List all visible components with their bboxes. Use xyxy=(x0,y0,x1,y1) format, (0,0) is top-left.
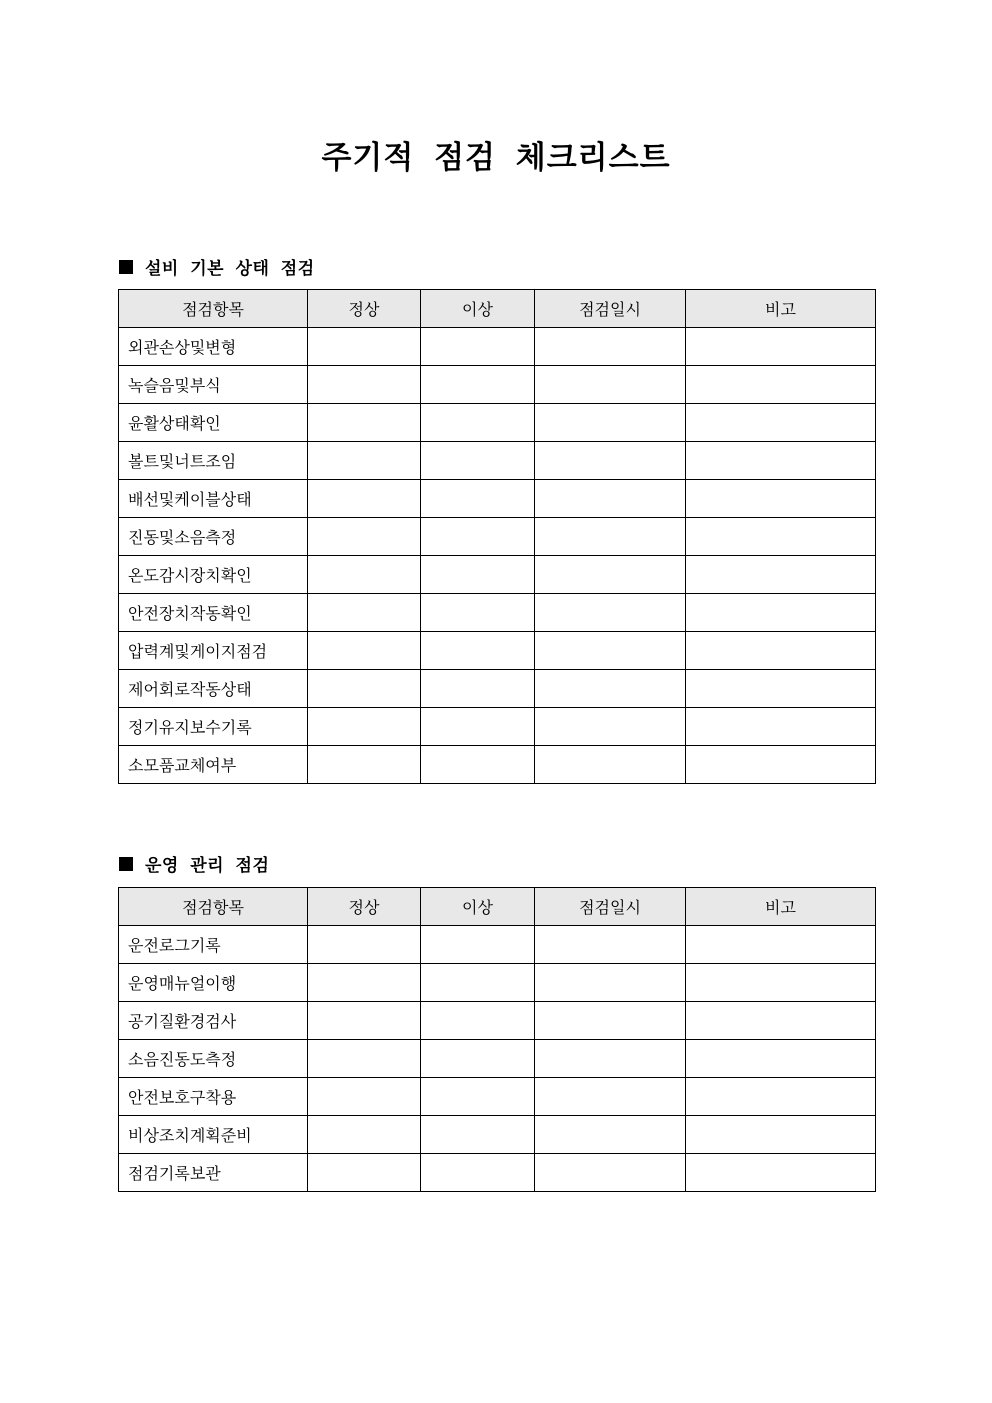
table-row xyxy=(119,632,876,670)
remarks-cell[interactable] xyxy=(686,480,876,518)
table-row xyxy=(119,442,876,480)
table-row xyxy=(119,1040,876,1078)
square-bullet-icon xyxy=(119,857,133,871)
normal-cell[interactable] xyxy=(308,632,421,670)
abnormal-cell[interactable] xyxy=(421,632,535,670)
remarks-cell[interactable] xyxy=(686,1116,876,1154)
remarks-cell[interactable] xyxy=(686,670,876,708)
normal-cell[interactable] xyxy=(308,670,421,708)
item-label: 볼트및너트조임 xyxy=(119,442,308,480)
item-label: 윤활상태확인 xyxy=(119,404,308,442)
table-row xyxy=(119,404,876,442)
normal-cell[interactable] xyxy=(308,746,421,784)
date-cell[interactable] xyxy=(535,1154,686,1192)
table-header-row xyxy=(119,290,876,328)
remarks-cell[interactable] xyxy=(686,404,876,442)
normal-cell[interactable] xyxy=(308,1078,421,1116)
table-row xyxy=(119,1002,876,1040)
abnormal-cell[interactable] xyxy=(421,1078,535,1116)
normal-cell[interactable] xyxy=(308,1154,421,1192)
remarks-cell[interactable] xyxy=(686,708,876,746)
table-row xyxy=(119,964,876,1002)
date-cell[interactable] xyxy=(535,518,686,556)
normal-cell[interactable] xyxy=(308,328,421,366)
table-row xyxy=(119,480,876,518)
remarks-cell[interactable] xyxy=(686,1002,876,1040)
normal-cell[interactable] xyxy=(308,708,421,746)
table-row xyxy=(119,1154,876,1192)
abnormal-cell[interactable] xyxy=(421,518,535,556)
column-header-normal: 정상 xyxy=(308,290,421,328)
column-header-abnormal: 이상 xyxy=(421,888,535,926)
table-row xyxy=(119,670,876,708)
item-label: 온도감시장치확인 xyxy=(119,556,308,594)
item-label: 진동및소음측정 xyxy=(119,518,308,556)
column-header-abnormal: 이상 xyxy=(421,290,535,328)
abnormal-cell[interactable] xyxy=(421,594,535,632)
abnormal-cell[interactable] xyxy=(421,442,535,480)
item-label: 안전보호구착용 xyxy=(119,1078,308,1116)
section-heading-operations xyxy=(119,851,269,876)
equipment-checklist-table xyxy=(118,289,876,784)
item-label: 외관손상및변형 xyxy=(119,328,308,366)
remarks-cell[interactable] xyxy=(686,746,876,784)
date-cell[interactable] xyxy=(535,708,686,746)
date-cell[interactable] xyxy=(535,480,686,518)
remarks-cell[interactable] xyxy=(686,556,876,594)
table-row xyxy=(119,328,876,366)
normal-cell[interactable] xyxy=(308,404,421,442)
date-cell[interactable] xyxy=(535,746,686,784)
remarks-cell[interactable] xyxy=(686,594,876,632)
date-cell[interactable] xyxy=(535,404,686,442)
remarks-cell[interactable] xyxy=(686,366,876,404)
table-row xyxy=(119,594,876,632)
column-header-remarks: 비고 xyxy=(686,888,876,926)
remarks-cell[interactable] xyxy=(686,964,876,1002)
abnormal-cell[interactable] xyxy=(421,708,535,746)
remarks-cell[interactable] xyxy=(686,442,876,480)
abnormal-cell[interactable] xyxy=(421,328,535,366)
column-header-item: 점검항목 xyxy=(119,290,308,328)
date-cell[interactable] xyxy=(535,670,686,708)
item-label: 소모품교체여부 xyxy=(119,746,308,784)
table-row xyxy=(119,926,876,964)
remarks-cell[interactable] xyxy=(686,1040,876,1078)
normal-cell[interactable] xyxy=(308,926,421,964)
remarks-cell[interactable] xyxy=(686,926,876,964)
abnormal-cell[interactable] xyxy=(421,366,535,404)
table-row xyxy=(119,1116,876,1154)
remarks-cell[interactable] xyxy=(686,1078,876,1116)
item-label: 정기유지보수기록 xyxy=(119,708,308,746)
normal-cell[interactable] xyxy=(308,480,421,518)
abnormal-cell[interactable] xyxy=(421,1116,535,1154)
section-heading-equipment xyxy=(119,254,315,279)
normal-cell[interactable] xyxy=(308,1040,421,1078)
abnormal-cell[interactable] xyxy=(421,1040,535,1078)
item-label: 운전로그기록 xyxy=(119,926,308,964)
normal-cell[interactable] xyxy=(308,594,421,632)
item-label: 소음진동도측정 xyxy=(119,1040,308,1078)
abnormal-cell[interactable] xyxy=(421,556,535,594)
operations-checklist-table xyxy=(118,887,876,1192)
normal-cell[interactable] xyxy=(308,1116,421,1154)
remarks-cell[interactable] xyxy=(686,632,876,670)
column-header-date: 점검일시 xyxy=(535,290,686,328)
date-cell[interactable] xyxy=(535,594,686,632)
table-row xyxy=(119,708,876,746)
date-cell[interactable] xyxy=(535,328,686,366)
column-header-date: 점검일시 xyxy=(535,888,686,926)
normal-cell[interactable] xyxy=(308,556,421,594)
abnormal-cell[interactable] xyxy=(421,670,535,708)
item-label: 배선및케이블상태 xyxy=(119,480,308,518)
date-cell[interactable] xyxy=(535,632,686,670)
abnormal-cell[interactable] xyxy=(421,1154,535,1192)
table-row xyxy=(119,746,876,784)
abnormal-cell[interactable] xyxy=(421,404,535,442)
normal-cell[interactable] xyxy=(308,518,421,556)
item-label: 녹슬음및부식 xyxy=(119,366,308,404)
date-cell[interactable] xyxy=(535,1116,686,1154)
normal-cell[interactable] xyxy=(308,964,421,1002)
date-cell[interactable] xyxy=(535,556,686,594)
date-cell[interactable] xyxy=(535,1040,686,1078)
date-cell[interactable] xyxy=(535,964,686,1002)
item-label: 공기질환경검사 xyxy=(119,1002,308,1040)
item-label: 제어회로작동상태 xyxy=(119,670,308,708)
square-bullet-icon xyxy=(119,260,133,274)
table-row xyxy=(119,556,876,594)
normal-cell[interactable] xyxy=(308,1002,421,1040)
date-cell[interactable] xyxy=(535,366,686,404)
page-title: 주기적 점검 체크리스트 xyxy=(321,140,671,176)
date-cell[interactable] xyxy=(535,1002,686,1040)
table-row xyxy=(119,366,876,404)
abnormal-cell[interactable] xyxy=(421,964,535,1002)
table-header-row xyxy=(119,888,876,926)
table-row xyxy=(119,1078,876,1116)
item-label: 운영매뉴얼이행 xyxy=(119,964,308,1002)
remarks-cell[interactable] xyxy=(686,518,876,556)
normal-cell[interactable] xyxy=(308,442,421,480)
date-cell[interactable] xyxy=(535,926,686,964)
remarks-cell[interactable] xyxy=(686,1154,876,1192)
table-row xyxy=(119,518,876,556)
date-cell[interactable] xyxy=(535,1078,686,1116)
section-heading-text: 운영 관리 점검 xyxy=(145,856,270,876)
column-header-normal: 정상 xyxy=(308,888,421,926)
column-header-item: 점검항목 xyxy=(119,888,308,926)
item-label: 압력계및게이지점검 xyxy=(119,632,308,670)
column-header-remarks: 비고 xyxy=(686,290,876,328)
item-label: 안전장치작동확인 xyxy=(119,594,308,632)
normal-cell[interactable] xyxy=(308,366,421,404)
abnormal-cell[interactable] xyxy=(421,926,535,964)
abnormal-cell[interactable] xyxy=(421,480,535,518)
date-cell[interactable] xyxy=(535,442,686,480)
abnormal-cell[interactable] xyxy=(421,1002,535,1040)
remarks-cell[interactable] xyxy=(686,328,876,366)
item-label: 비상조치계획준비 xyxy=(119,1116,308,1154)
section-heading-text: 설비 기본 상태 점검 xyxy=(145,259,315,279)
abnormal-cell[interactable] xyxy=(421,746,535,784)
item-label: 점검기록보관 xyxy=(119,1154,308,1192)
